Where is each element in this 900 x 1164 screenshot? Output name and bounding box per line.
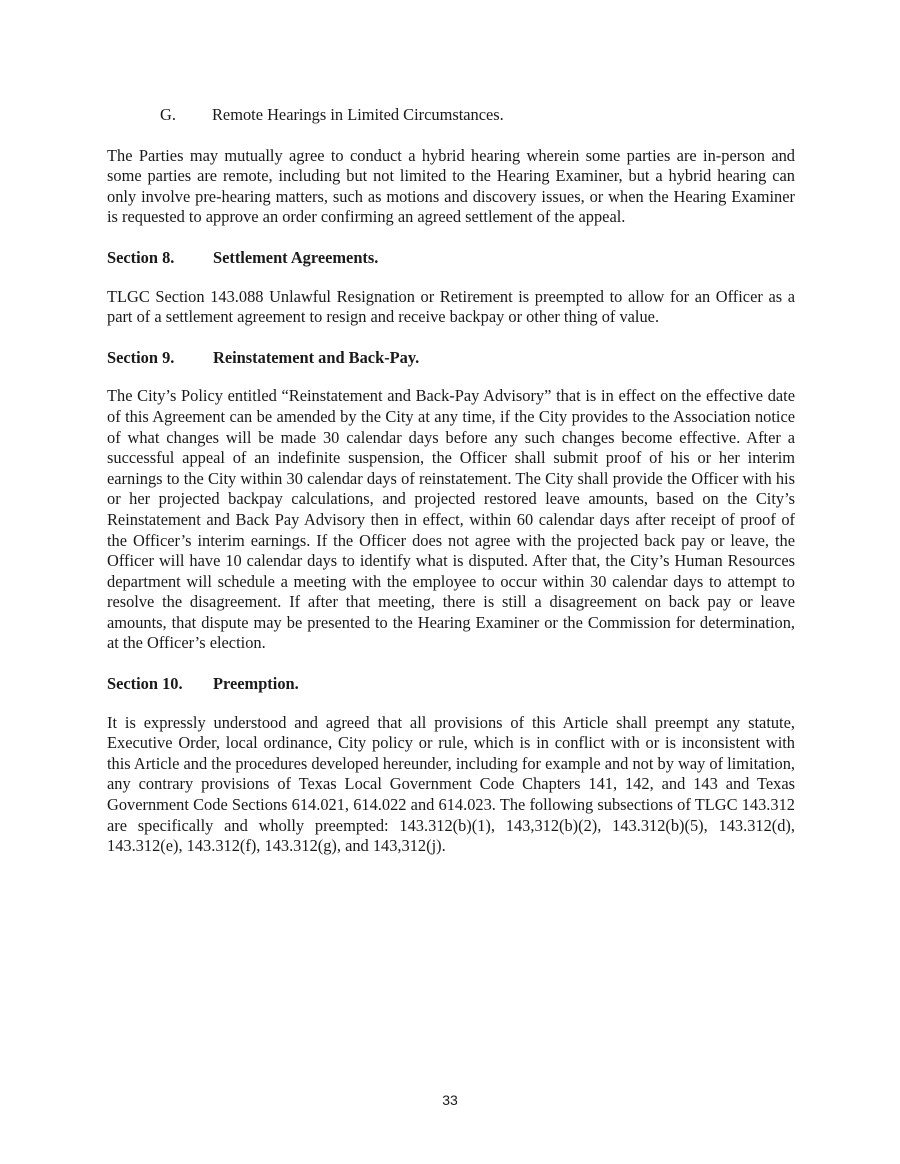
- paragraph-settlement: TLGC Section 143.088 Unlawful Resignation or Retirement is preempted to allow for an Officer as a part of a settlement agreement to resign and receive backpay or other thing of value.: [107, 286, 795, 327]
- paragraph-remote-hearings: The Parties may mutually agree to conduct a hybrid hearing wherein some parties are in-person and some parties are remote, including but not limited to the Hearing Examiner, but a hybrid hearing can only involve pre-hearing matters, such as motions and discovery issues, or when the Hearing Examiner is requested to approve an order confirming an agreed settlement of the appeal.: [107, 145, 795, 227]
- section-heading-10: [107, 674, 795, 695]
- document-page: [107, 105, 795, 877]
- section-number: Section 10.: [107, 674, 183, 694]
- section-title: Settlement Agreements.: [213, 247, 379, 267]
- paragraph-preemption: It is expressly understood and agreed that all provisions of this Article shall preempt any statute, Executive Order, local ordinance, City policy or rule, which is in conflict with or is inconsistent with this Article and the procedures developed hereunder, including for example and not by way of limitation, any contrary provisions of Texas Local Government Code Chapters 141, 142, and 143 and Texas Government Code Sections 614.021, 614.022 and 614.023. The following subsections of TLGC 143.312 are specifically and wholly preempted: 143.312(b)(1), 143,312(b)(2), 143.312(b)(5), 143.312(d), 143.312(e), 143.312(f), 143.312(g), and 143,312(j).: [107, 712, 795, 856]
- section-title: Preemption.: [213, 674, 299, 694]
- subsection-title: Remote Hearings in Limited Circumstances.: [212, 105, 504, 124]
- subsection-letter: G.: [160, 105, 176, 124]
- section-number: Section 9.: [107, 347, 175, 367]
- section-heading-9: [107, 348, 795, 369]
- section-title: Reinstatement and Back-Pay.: [213, 347, 420, 367]
- page-number: 33: [442, 1092, 458, 1108]
- section-number: Section 8.: [107, 247, 175, 267]
- paragraph-reinstatement: The City’s Policy entitled “Reinstatement and Back-Pay Advisory” that is in effect on the effective date of this Agreement can be amended by the City at any time, if the City provides to the Association notice of what changes will be made 30 calendar days before any such changes become effective. After a successful appeal of an indefinite suspension, the Officer shall submit proof of his or her interim earnings to the City within 30 calendar days of reinstatement. The City shall provide the Officer with his or her projected backpay calculations, and projected restored leave amounts, based on the City’s Reinstatement and Back Pay Advisory then in effect, within 60 calendar days after receipt of proof of the Officer’s interim earnings. If the Officer does not agree with the projected back pay or leave, the Officer will have 10 calendar days to identify what is disputed. After that, the City’s Human Resources department will schedule a meeting with the employee to occur within 30 calendar days to attempt to resolve the disagreement. If after that meeting, there is still a disagreement on back pay or leave amounts, that dispute may be presented to the Hearing Examiner or the Commission for determination, at the Officer’s election.: [107, 386, 795, 653]
- section-heading-8: [107, 248, 795, 269]
- subsection-heading-g: [107, 105, 795, 126]
